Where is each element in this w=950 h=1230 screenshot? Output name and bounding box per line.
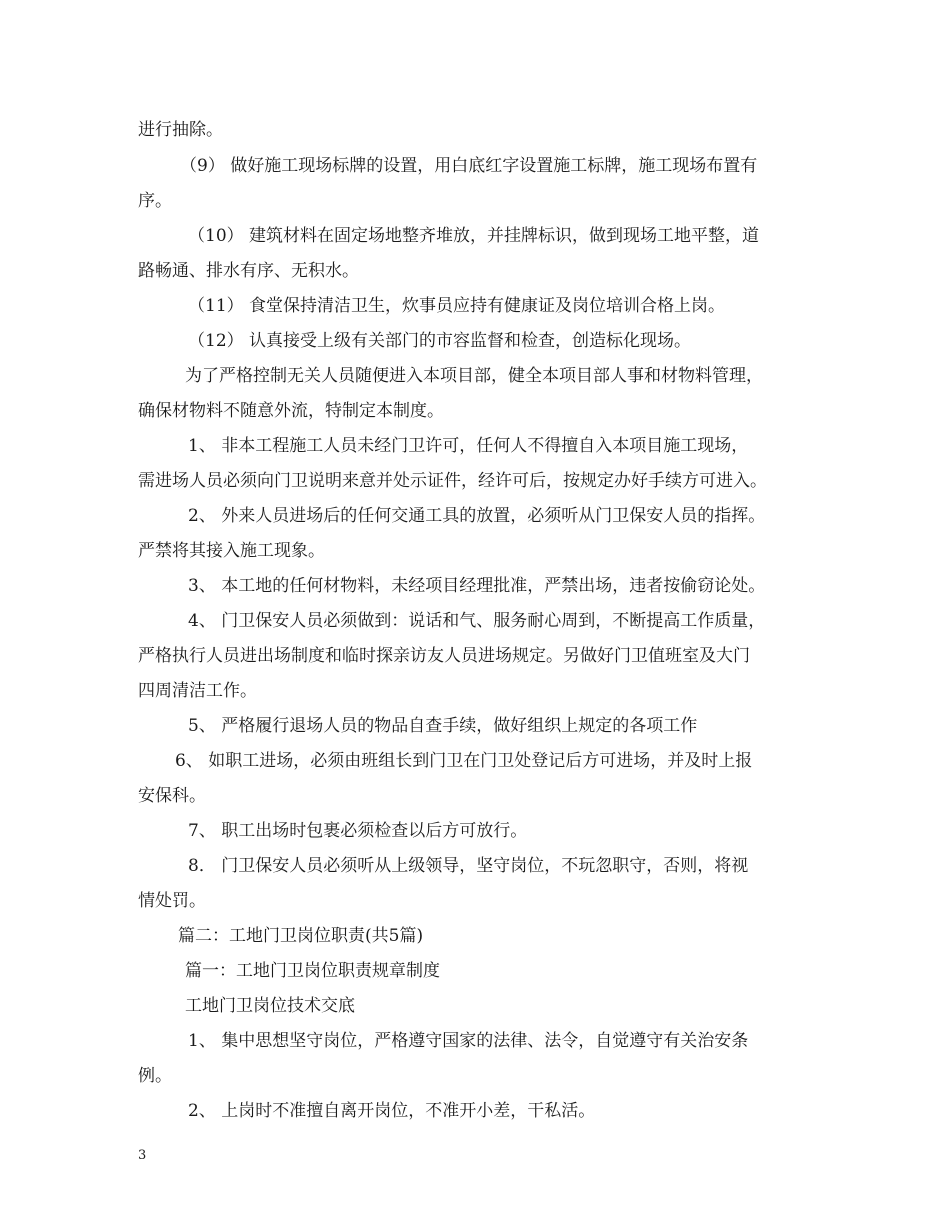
- section-heading: 篇二：工地门卫岗位职责(共5篇): [178, 926, 424, 946]
- text-line: 1、 集中思想坚守岗位，严格遵守国家的法律、法令，自觉遵守有关治安条: [188, 1031, 749, 1051]
- text-line: 5、 严格履行退场人员的物品自查手续，做好组织上规定的各项工作: [188, 716, 698, 736]
- text-line: 8． 门卫保安人员必须听从上级领导，坚守岗位，不玩忽职守，否则，将视: [188, 856, 749, 876]
- text-line: （11） 食堂保持清洁卫生，炊事员应持有健康证及岗位培训合格上岗。: [188, 296, 726, 316]
- text-line: （10） 建筑材料在固定场地整齐堆放，并挂牌标识，做到现场工地平整，道: [188, 226, 760, 246]
- text-line: 严格执行人员进出场制度和临时探亲访友人员进场规定。另做好门卫值班室及大门: [138, 646, 750, 666]
- text-line: 情处罚。: [138, 891, 206, 911]
- text-line: 2、 外来人员进场后的任何交通工具的放置，必须听从门卫保安人员的指挥。: [188, 506, 766, 526]
- text-line: 4、 门卫保安人员必须做到：说话和气、服务耐心周到，不断提高工作质量，: [188, 611, 766, 631]
- text-line: 进行抽除。: [138, 120, 223, 140]
- text-line: 例。: [138, 1066, 172, 1086]
- section-heading: 篇一：工地门卫岗位职责规章制度: [185, 961, 440, 981]
- text-line: （9） 做好施工现场标牌的设置，用白底红字设置施工标牌，施工现场布置有: [180, 156, 758, 176]
- text-line: 6、 如职工进场，必须由班组长到门卫在门卫处登记后方可进场，并及时上报: [175, 751, 753, 771]
- text-line: （12） 认真接受上级有关部门的市容监督和检查，创造标化现场。: [188, 331, 692, 351]
- text-line: 2、 上岗时不准擅自离开岗位，不准开小差，干私活。: [188, 1101, 596, 1121]
- text-line: 需进场人员必须向门卫说明来意并处示证件，经许可后，按规定办好手续方可进入。: [138, 471, 767, 491]
- text-line: 7、 职工出场时包裹必须检查以后方可放行。: [188, 821, 528, 841]
- text-line: 1、 非本工程施工人员未经门卫许可，任何人不得擅自入本项目施工现场，: [188, 436, 749, 456]
- section-heading: 工地门卫岗位技术交底: [185, 996, 355, 1016]
- text-line: 四周清洁工作。: [138, 681, 257, 701]
- text-line: 安保科。: [138, 786, 206, 806]
- text-line: 3、 本工地的任何材物料，未经项目经理批准，严禁出场，违者按偷窃论处。: [188, 576, 766, 596]
- text-line: 序。: [138, 191, 172, 211]
- text-line: 严禁将其接入施工现象。: [138, 541, 325, 561]
- text-line: 为了严格控制无关人员随便进入本项目部，健全本项目部人事和材物料管理，: [185, 366, 763, 386]
- page-number: 3: [138, 1148, 147, 1163]
- text-line: 路畅通、排水有序、无积水。: [138, 261, 359, 281]
- text-line: 确保材物料不随意外流，特制定本制度。: [138, 401, 444, 421]
